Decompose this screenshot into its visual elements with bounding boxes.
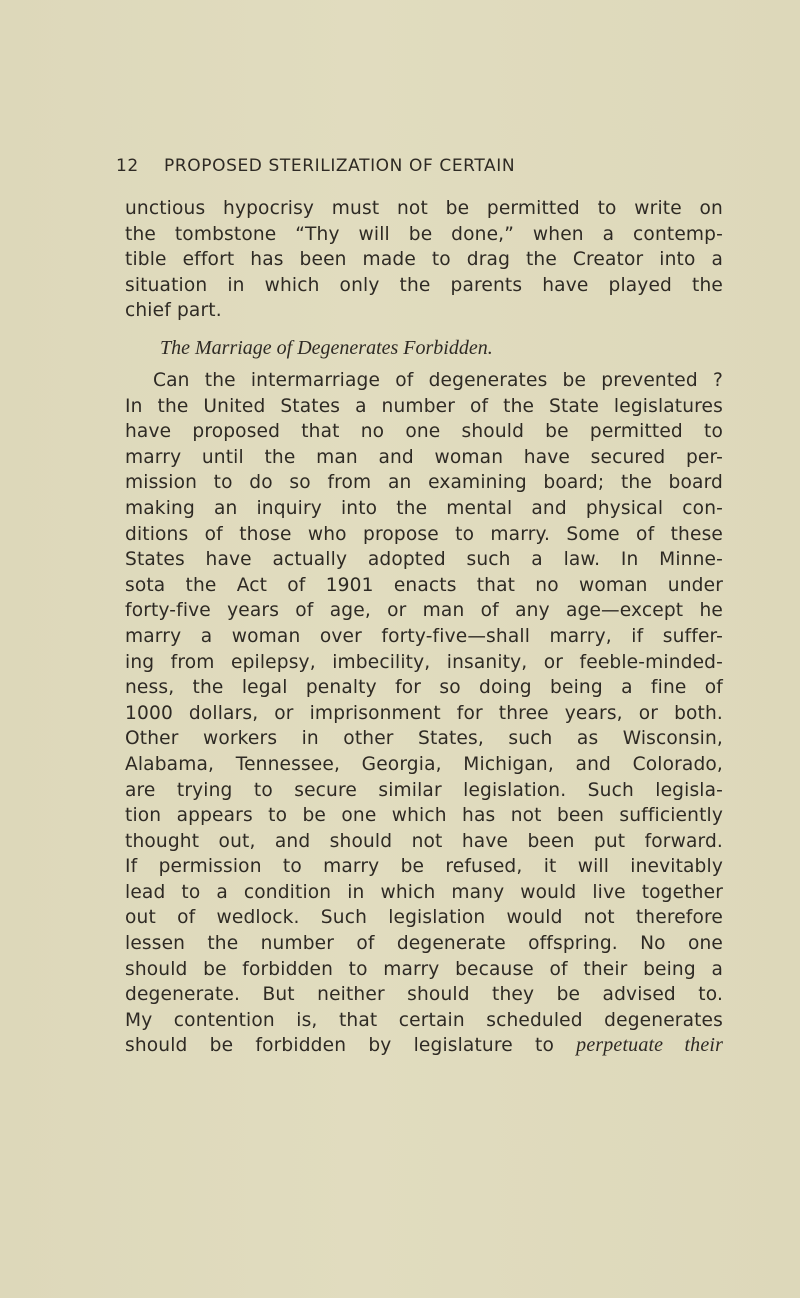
text-line: 1000 dollars, or imprisonment for three years, or both.	[125, 702, 723, 724]
text-line: chief part.	[125, 300, 222, 322]
text-line: the tombstone “Thy will be done,” when a contemp-	[125, 223, 723, 245]
text-line: marry a woman over forty-five—shall marry, if suffer-	[125, 625, 723, 647]
final-line-italic: perpetuate their	[576, 1034, 723, 1057]
text-line: out of wedlock. Such legislation would not therefore	[125, 907, 723, 929]
final-line-text: should be forbidden by legislature to	[125, 1035, 554, 1057]
text-line: marry until the man and woman have secured per-	[125, 446, 723, 468]
text-line: States have actually adopted such a law. In Minne-	[125, 549, 723, 571]
text-line: lead to a condition in which many would live together	[125, 881, 723, 903]
text-line: tible effort has been made to drag the Creator into a	[125, 249, 723, 271]
running-title: PROPOSED STERILIZATION OF CERTAIN	[164, 156, 516, 176]
text-line: ditions of those who propose to marry. Some of these	[125, 523, 723, 545]
text-line: lessen the number of degenerate offspring. No one	[125, 933, 723, 955]
page-number: 12	[116, 156, 139, 176]
text-line: should be forbidden to marry because of their being a	[125, 958, 723, 980]
text-line: ness, the legal penalty for so doing being a fine of	[125, 677, 723, 699]
text-line: degenerate. But neither should they be advised to.	[125, 984, 723, 1006]
paragraph-1	[125, 196, 723, 324]
text-line: Can the intermarriage of degenerates be prevented ?	[153, 370, 723, 391]
text-line: My contention is, that certain scheduled degenerates	[125, 1009, 723, 1031]
text-line: forty-five years of age, or man of any age—except he	[125, 600, 723, 622]
text-line: unctious hypocrisy must not be permitted to write on	[125, 198, 723, 219]
running-head	[116, 153, 736, 179]
text-line: mission to do so from an examining board; the board	[125, 472, 723, 494]
section-heading: The Marriage of Degenerates Forbidden.	[160, 337, 493, 359]
text-line: situation in which only the parents have played the	[125, 274, 723, 296]
text-line: are trying to secure similar legislation. Such legisla-	[125, 779, 723, 801]
text-line: making an inquiry into the mental and physical con-	[125, 497, 723, 519]
text-line: tion appears to be one which has not been sufficiently	[125, 805, 723, 827]
paragraph-2	[125, 368, 723, 1059]
text-line: ing from epilepsy, imbecility, insanity, or feeble-minded-	[125, 651, 723, 673]
text-line: If permission to marry be refused, it will inevitably	[125, 856, 723, 878]
text-line: Other workers in other States, such as Wisconsin,	[125, 728, 723, 750]
text-line: have proposed that no one should be permitted to	[125, 421, 723, 443]
text-line: thought out, and should not have been put forward.	[125, 830, 723, 852]
text-line: sota the Act of 1901 enacts that no woman under	[125, 574, 723, 596]
text-line: In the United States a number of the State legislatures	[125, 395, 723, 417]
text-line: Alabama, Tennessee, Georgia, Michigan, and Colorado,	[125, 753, 723, 775]
text-line-final	[125, 1033, 723, 1059]
